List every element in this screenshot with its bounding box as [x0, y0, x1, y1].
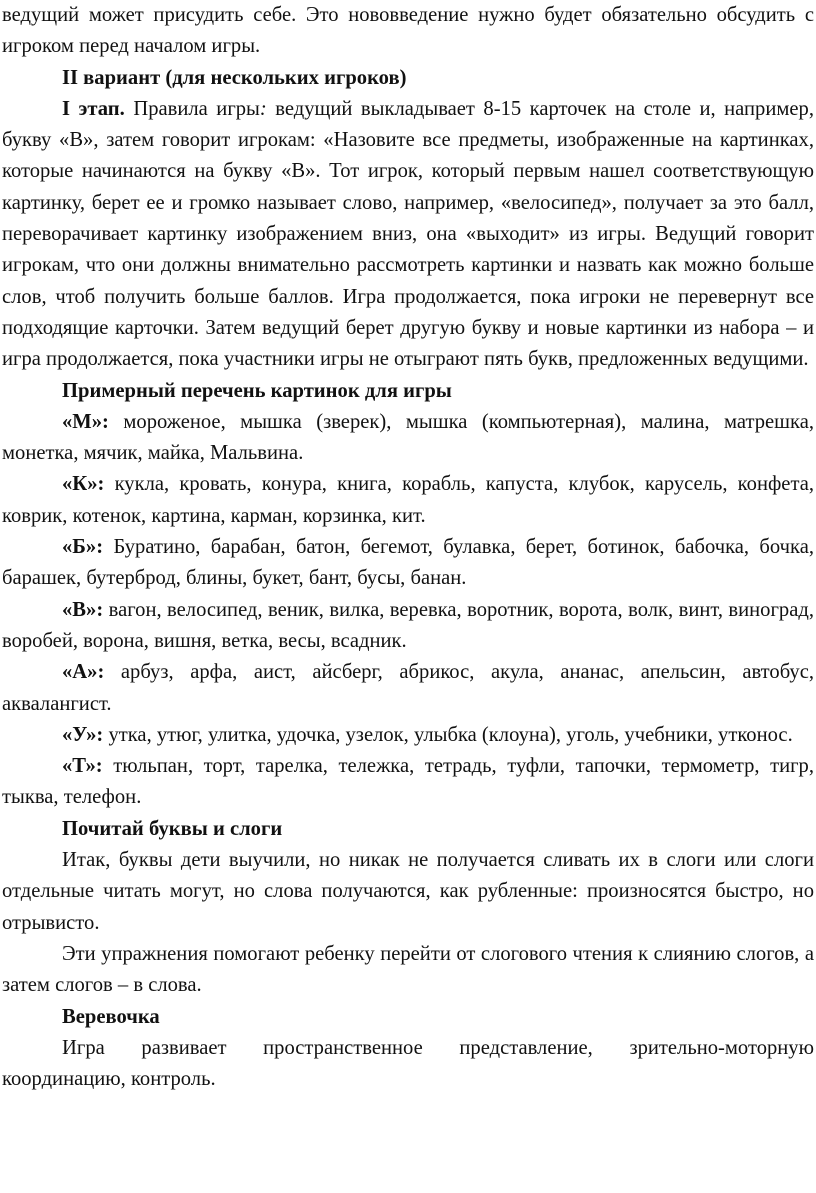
letter-item-m — [2, 407, 814, 470]
stage-label: I этап. — [62, 97, 125, 120]
letter-label: «М»: — [62, 410, 109, 433]
letter-item-b — [2, 532, 814, 595]
paragraph-intro: ведущий может присудить себе. Это нововведение нужно будет обязательно обсудить с игроком перед началом игры. — [2, 4, 814, 58]
letter-words: мороженое, мышка (зверек), мышка (компьютерная), малина, матрешка, монетка, мячик, майка, Мальвина. — [2, 410, 814, 465]
heading-rope: Веревочка — [62, 1005, 160, 1028]
letter-item-v — [2, 595, 814, 658]
heading-variant-2: II вариант (для нескольких игроков) — [62, 66, 407, 89]
letter-words: Буратино, барабан, батон, бегемот, булавка, берет, ботинок, бабочка, бочка, барашек, бутерброд, блины, букет, бант, бусы, банан. — [2, 536, 815, 590]
letter-words: тюльпан, торт, тарелка, тележка, тетрадь, туфли, тапочки, термометр, тигр, тыква, телефон. — [2, 755, 814, 809]
letter-label: «А»: — [62, 661, 105, 684]
stage-colon: : — [259, 97, 267, 120]
letter-label: «Т»: — [62, 755, 103, 778]
heading-read-syllables: Почитай буквы и слоги — [62, 817, 283, 840]
letter-item-k — [2, 469, 814, 532]
letter-item-a — [2, 657, 814, 720]
heading-picture-list: Примерный перечень картинок для игры — [62, 379, 452, 402]
letter-label: «В»: — [62, 598, 104, 621]
paragraph-stage-1 — [2, 94, 814, 376]
letter-words: утка, утюг, улитка, удочка, узелок, улыбка (клоуна), уголь, учебники, утконос. — [108, 723, 793, 746]
paragraph-read-2: Эти упражнения помогают ребенку перейти от слогового чтения к слиянию слогов, а затем слогов – в слова. — [2, 942, 814, 997]
letter-words: арбуз, арфа, аист, айсберг, абрикос, акула, ананас, апельсин, автобус, аквалангист. — [2, 661, 814, 715]
paragraph-rope-1: Игра развивает пространственное представление, зрительно-моторную координацию, контроль. — [2, 1036, 814, 1091]
letter-label: «Б»: — [62, 536, 104, 559]
letter-words: вагон, велосипед, веник, вилка, веревка, воротник, ворота, волк, винт, виноград, воробей, ворона, вишня, ветка, весы, всадник. — [2, 598, 814, 652]
stage-lead: Правила игры — [133, 97, 260, 120]
paragraph-read-1: Итак, буквы дети выучили, но никак не получается сливать их в слоги или слоги отдельные читать могут, но слова получаются, как рубленные: произносятся быстро, но отрывисто. — [2, 849, 814, 934]
letter-item-t — [2, 751, 814, 814]
letter-label: «У»: — [62, 723, 104, 746]
letter-item-u — [2, 720, 814, 751]
letter-words: кукла, кровать, конура, книга, корабль, капуста, клубок, карусель, конфета, коврик, котенок, картина, карман, корзинка, кит. — [2, 473, 814, 527]
stage-text: ведущий выкладывает 8-15 карточек на столе и, например, букву «В», затем говорит игрокам: «Назовите все предметы, изображенные на картинках, которые начинаются на букву «В». Тот игрок, который первым нашел соответствующую картинку, берет ее и громко называет слово, например, «велосипед», получает за это балл, переворачивает картинку изображением вниз, она «выходит» из игры. Ведущий говорит игрокам, что они должны внимательно рассмотреть картинки и назвать как можно больше слов, чтоб получить больше баллов. Игра продолжается, пока игроки не перевернут все подходящие карточки. Затем ведущий берет другую букву и новые картинки из набора – и игра продолжается, пока участники игры не отыграют пять букв, предложенных ведущими. — [2, 97, 814, 371]
letter-label: «К»: — [62, 473, 105, 496]
